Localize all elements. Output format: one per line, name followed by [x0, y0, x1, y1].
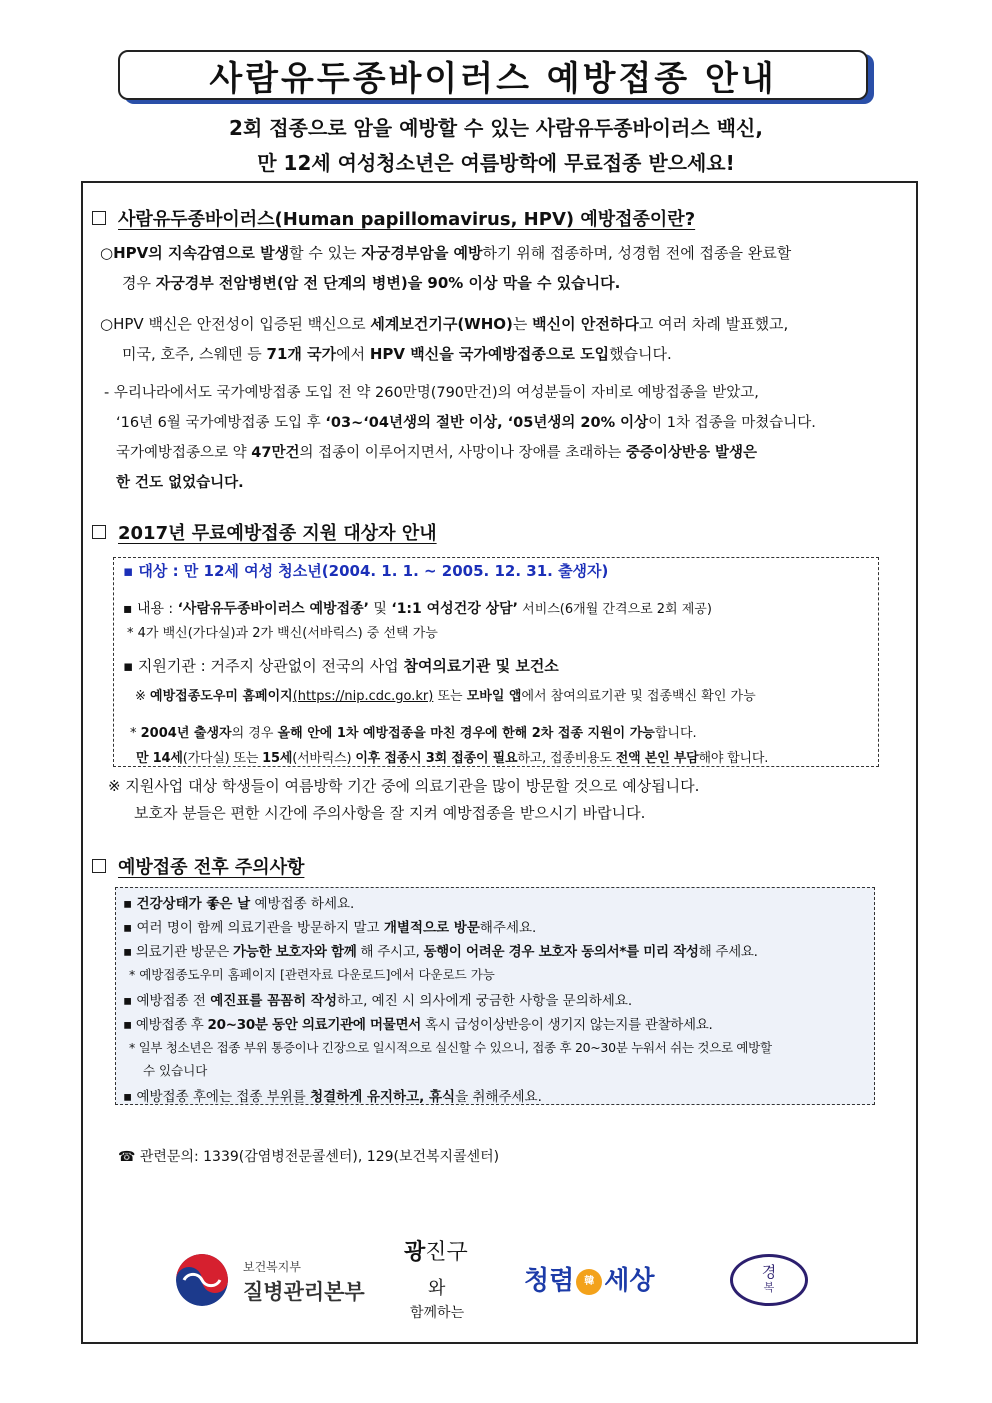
section1-paragraph-3: - 우리나라에서도 국가예방접종 도입 전 약 260만명(790만건)의 여성분들이 자비로 예방접종을 받았고, ‘16년 6월 국가예방접종 도입 후 ‘03~‘04년생의 절반 이상, ‘05년생의 20% 이상이 1차 접종을 마쳤습니다. 국가예방접종으로 약 47만건의 접종이 이루어지면서, 사망이나 장애를 초래하는 중증이상반응 발생은 한 건도 없었습니다. [104, 385, 816, 491]
subtitle-line-1: 2회 접종으로 암을 예방할 수 있는 사람유두종바이러스 백신, [229, 116, 763, 140]
integrity-logo: 청렴 韓 세상 [524, 1266, 655, 1296]
section2-heading [92, 519, 437, 545]
section1-paragraph-2: ○HPV 백신은 안전성이 입증된 백신으로 세계보건기구(WHO)는 백신이 안전하다고 여러 차례 발표했고, 미국, 호주, 스웨덴 등 71개 국가에서 HPV 백신을 국가예방접종으로 도입했습니다. [100, 315, 789, 363]
institution-note: ※ 예방접종도우미 홈페이지(https://nip.cdc.go.kr) 또는 모바일 앱에서 참여의료기관 및 접종백신 확인 가능 [135, 689, 756, 704]
section1-heading [92, 205, 695, 231]
gwangjin-logo-line-1: 광진구 [404, 1239, 468, 1265]
subtitle-line-2: 만 12세 여성청소년은 여름방학에 무료접종 받으세요! [257, 151, 735, 175]
gyeongbok-logo-icon: 경 복 [730, 1254, 808, 1306]
precaution-4: ▪ 예방접종 전 예진표를 꼼꼼히 작성하고, 예진 시 의사에게 궁금한 사항을 문의하세요. [123, 993, 633, 1009]
checkbox-square-icon [92, 211, 106, 225]
section3-heading-text: 예방접종 전후 주의사항 [118, 857, 305, 878]
institution-line: ▪ 지원기관 : 거주지 상관없이 전국의 사업 참여의료기관 및 보건소 [123, 657, 559, 675]
kdca-ministry-text: 보건복지부 [243, 1260, 301, 1274]
gwangjin-logo-line-3: 함께하는 [410, 1305, 465, 1321]
note-2004: * 2004년 출생자의 경우 올해 안에 1차 예방접종을 마친 경우에 한해 2차 접종 지원이 가능합니다. [130, 726, 697, 741]
precaution-5: ▪ 예방접종 후 20~30분 동안 의료기관에 머물면서 혹시 급성이상반응이 생기지 않는지를 관찰하세요. [123, 1017, 713, 1033]
kdca-logo-icon [176, 1254, 228, 1306]
content-note: * 4가 백신(가다실)과 2가 백신(서바릭스) 중 선택 가능 [127, 626, 438, 641]
target-line: ▪ 대상 : 만 12세 여성 청소년(2004. 1. 1. ~ 2005. 12. 31. 출생자) [123, 562, 609, 580]
content-line: ▪ 내용 : ‘사람유두종바이러스 예방접종’ 및 ‘1:1 여성건강 상담’ 서비스(6개월 간격으로 2회 제공) [123, 601, 712, 617]
remark-line-1: ※ 지원사업 대상 학생들이 여름방학 기간 중에 의료기관을 많이 방문할 것으로 예상됩니다. [108, 777, 700, 795]
section3-heading [92, 853, 304, 879]
kdca-name-text: 질병관리본부 [243, 1280, 365, 1304]
remark-line-2: 보호자 분들은 편한 시간에 주의사항을 잘 지켜 예방접종을 받으시기 바랍니다. [134, 804, 646, 822]
checkbox-square-icon [92, 859, 106, 873]
section1-heading-text: 사람유두종바이러스(Human papillomavirus, HPV) 예방접종이란? [118, 209, 696, 230]
precaution-2: ▪ 여러 명이 함께 의료기관을 방문하지 말고 개별적으로 방문해주세요. [123, 920, 537, 936]
section2-heading-text: 2017년 무료예방접종 지원 대상자 안내 [118, 523, 437, 544]
integrity-logo-emblem-icon: 韓 [576, 1269, 602, 1295]
section1-paragraph-1: ○HPV의 지속감염으로 발생할 수 있는 자궁경부암을 예방하기 위해 접종하며, 성경험 전에 접종을 완료할 경우 자궁경부 전암병변(암 전 단계의 병변)을 90% 이상 막을 수 있습니다. [100, 244, 792, 292]
note-3-doses: 만 14세(가다실) 또는 15세(서바릭스) 이후 접종시 3회 접종이 필요하고, 접종비용도 전액 본인 부담해야 합니다. [136, 751, 769, 766]
title-box [118, 50, 868, 100]
gwangjin-logo-line-2: 와 [428, 1278, 446, 1299]
precaution-5-note-1: * 일부 청소년은 접종 부위 통증이나 긴장으로 일시적으로 실신할 수 있으니, 접종 후 20~30분 누워서 쉬는 것으로 예방할 [129, 1040, 772, 1055]
precaution-1: ▪ 건강상태가 좋은 날 예방접종 하세요. [123, 896, 355, 912]
precaution-3-note: * 예방접종도우미 홈페이지 [관련자료 다운로드]에서 다운로드 가능 [129, 967, 495, 982]
precaution-6: ▪ 예방접종 후에는 접종 부위를 청결하게 유지하고, 휴식을 취해주세요. [123, 1089, 542, 1105]
checkbox-square-icon [92, 525, 106, 539]
contact-line: ☎ 관련문의: 1339(감염병전문콜센터), 129(보건복지콜센터) [118, 1149, 500, 1165]
page-title: 사람유두종바이러스 예방접종 안내 [209, 58, 777, 99]
precaution-5-note-2: 수 있습니다 [143, 1063, 208, 1078]
nip-link[interactable]: (https://nip.cdc.go.kr) [292, 689, 434, 704]
precaution-3: ▪ 의료기관 방문은 가능한 보호자와 함께 해 주시고, 동행이 어려운 경우 보호자 동의서*를 미리 작성해 주세요. [123, 944, 758, 960]
